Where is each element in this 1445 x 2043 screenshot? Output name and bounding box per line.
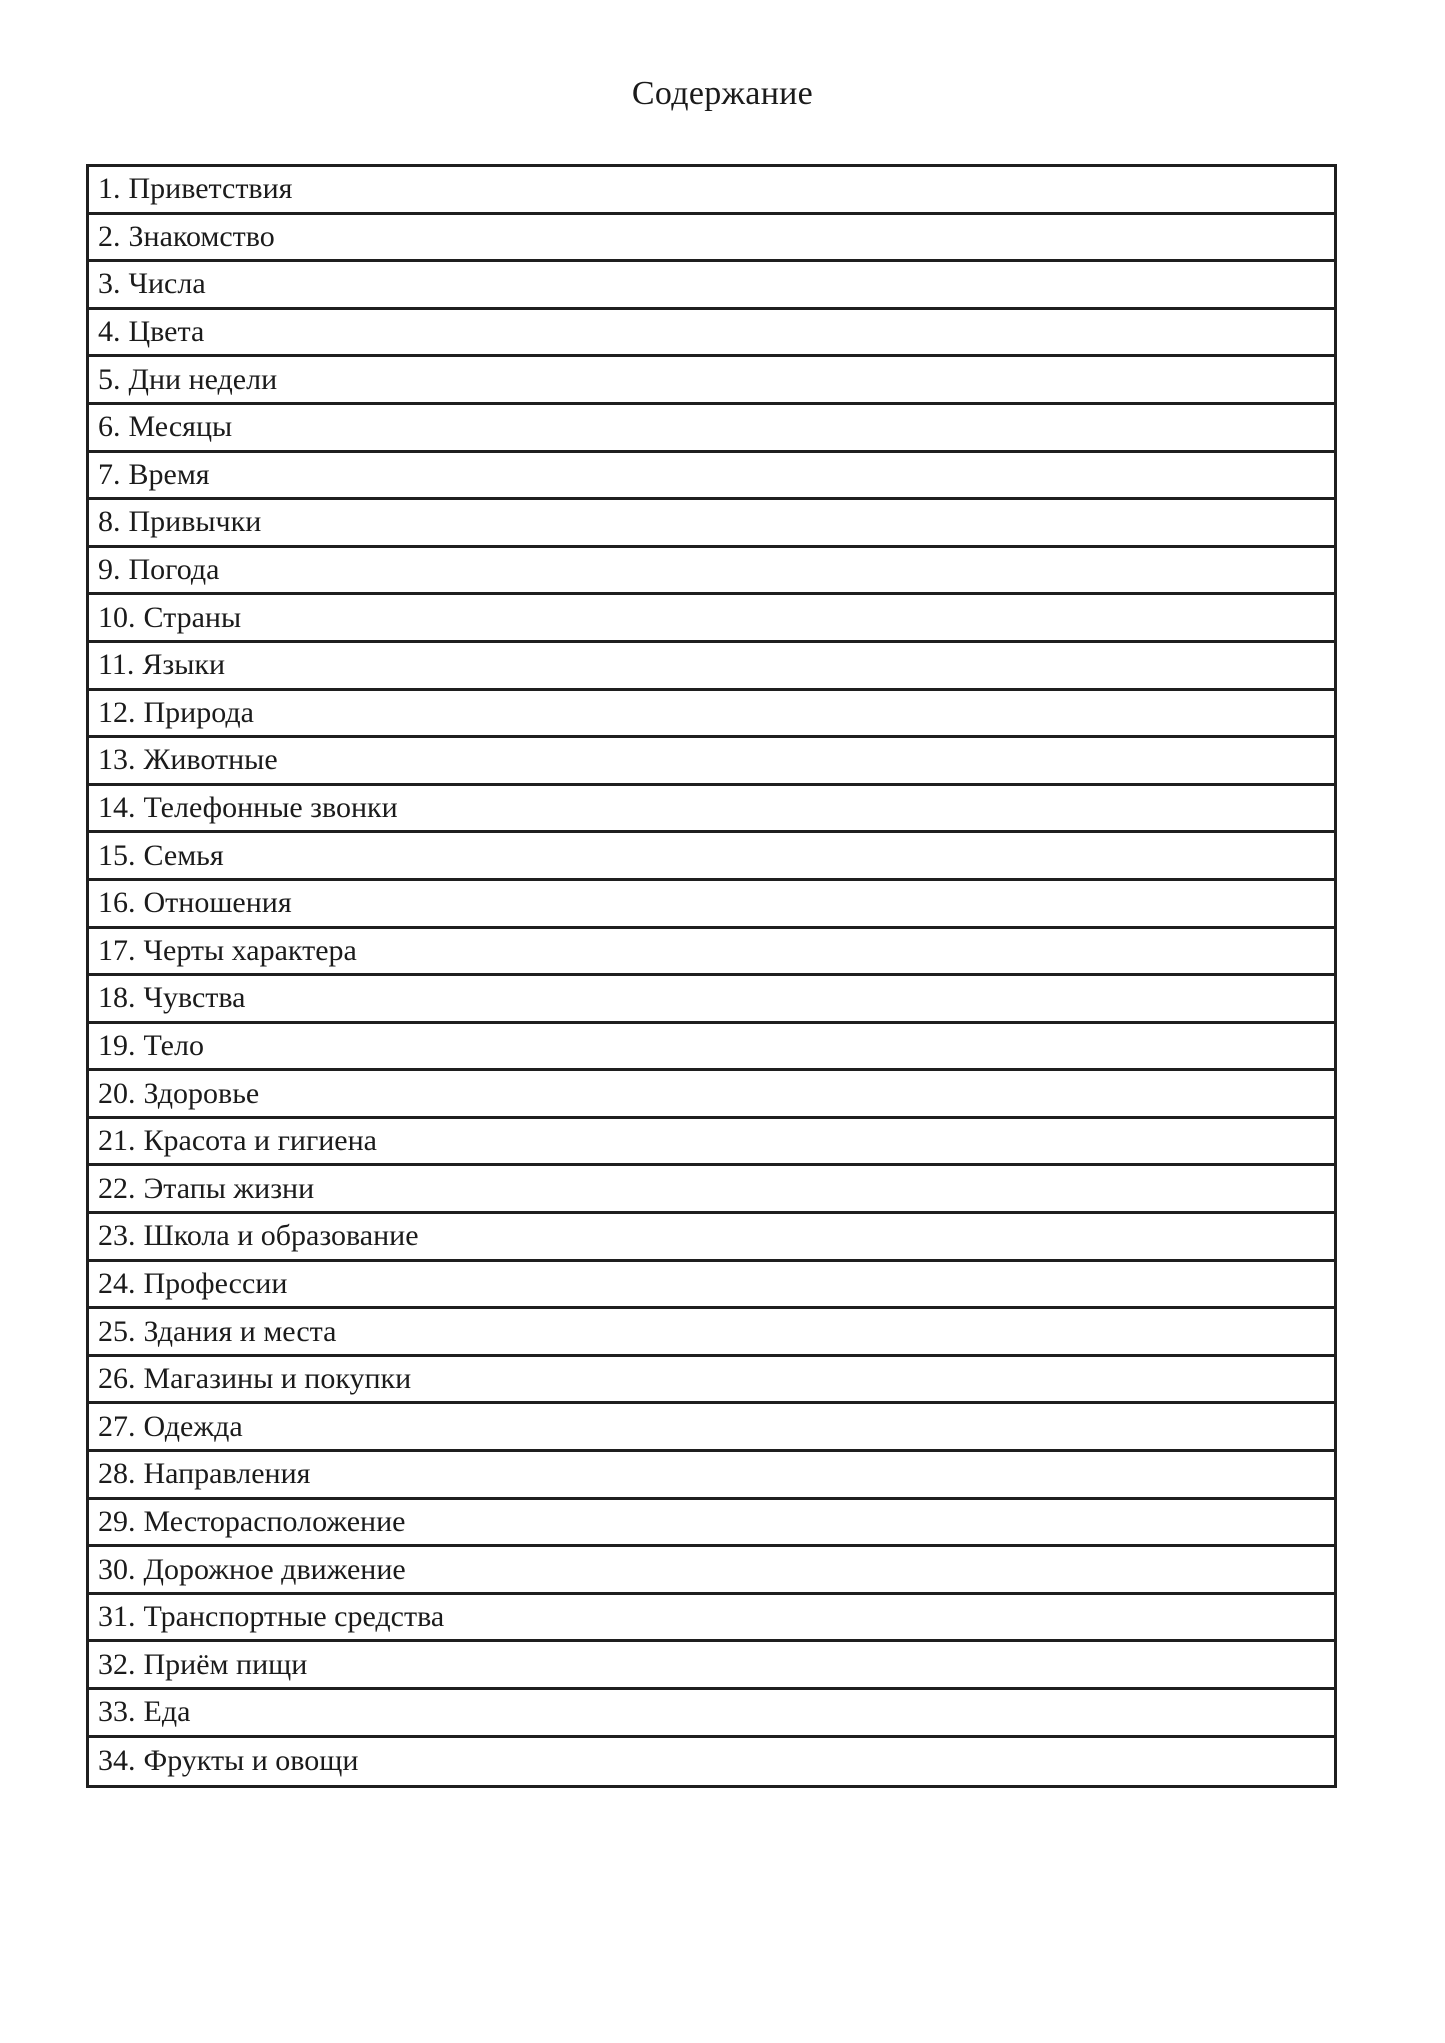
toc-row: [89, 405, 1334, 453]
toc-item-number: 9.: [98, 553, 121, 587]
toc-item-number: 22.: [98, 1171, 136, 1205]
toc-row: [89, 1309, 1334, 1357]
toc-item-number: 34.: [98, 1744, 136, 1778]
toc-item-number: 2.: [98, 219, 121, 253]
toc-item-label: Здания и места: [143, 1314, 337, 1348]
toc-item-label: Время: [128, 457, 210, 491]
toc-row: [89, 643, 1334, 691]
toc-item-number: 20.: [98, 1076, 136, 1110]
toc-row: [89, 786, 1334, 834]
toc-item-label: Профессии: [143, 1266, 288, 1300]
toc-item-number: 7.: [98, 457, 121, 491]
toc-item-number: 14.: [98, 791, 136, 825]
toc-item-number: 17.: [98, 933, 136, 967]
toc-row: [89, 310, 1334, 358]
toc-item-label: Цвета: [128, 315, 205, 349]
toc-row: [89, 167, 1334, 215]
toc-row: [89, 976, 1334, 1024]
toc-item-number: 6.: [98, 410, 121, 444]
toc-item-number: 1.: [98, 172, 121, 206]
toc-row: [89, 1166, 1334, 1214]
toc-row: [89, 1119, 1334, 1167]
toc-item-number: 11.: [98, 648, 135, 682]
toc-row: [89, 1452, 1334, 1500]
toc-item-number: 4.: [98, 315, 121, 349]
toc-item-label: Одежда: [143, 1409, 243, 1443]
toc-item-label: Тело: [143, 1028, 204, 1062]
toc-item-number: 8.: [98, 505, 121, 539]
toc-item-label: Месторасположение: [143, 1504, 406, 1538]
toc-row: [89, 833, 1334, 881]
toc-item-number: 27.: [98, 1409, 136, 1443]
toc-item-label: Дорожное движение: [143, 1552, 406, 1586]
toc-item-label: Отношения: [143, 886, 292, 920]
toc-row: [89, 691, 1334, 739]
toc-item-label: Животные: [143, 743, 278, 777]
toc-item-label: Чувства: [143, 981, 246, 1015]
toc-item-number: 26.: [98, 1362, 136, 1396]
toc-item-number: 12.: [98, 695, 136, 729]
toc-row: [89, 1404, 1334, 1452]
toc-item-label: Фрукты и овощи: [143, 1744, 359, 1778]
toc-item-number: 33.: [98, 1695, 136, 1729]
toc-item-label: Магазины и покупки: [143, 1362, 412, 1396]
toc-item-number: 5.: [98, 362, 121, 396]
toc-item-label: Привычки: [128, 505, 262, 539]
toc-item-label: Месяцы: [128, 410, 233, 444]
toc-item-number: 29.: [98, 1504, 136, 1538]
toc-item-label: Телефонные звонки: [143, 791, 398, 825]
toc-row: [89, 1071, 1334, 1119]
toc-row: [89, 1547, 1334, 1595]
toc-row: [89, 1024, 1334, 1072]
toc-row: [89, 548, 1334, 596]
toc-item-label: Направления: [143, 1457, 311, 1491]
toc-item-number: 23.: [98, 1219, 136, 1253]
toc-item-number: 19.: [98, 1028, 136, 1062]
toc-item-label: Красота и гигиена: [143, 1124, 377, 1158]
toc-row: [89, 215, 1334, 263]
toc-row: [89, 1595, 1334, 1643]
toc-item-label: Семья: [143, 838, 224, 872]
toc-item-label: Этапы жизни: [143, 1171, 315, 1205]
toc-item-label: Числа: [128, 267, 206, 301]
toc-item-label: Транспортные средства: [143, 1600, 445, 1634]
toc-row: [89, 1357, 1334, 1405]
toc-item-label: Знакомство: [128, 219, 275, 253]
toc-row: [89, 1738, 1334, 1786]
toc-row: [89, 1690, 1334, 1738]
toc-row: [89, 1262, 1334, 1310]
toc-row: [89, 1642, 1334, 1690]
toc-row: [89, 357, 1334, 405]
toc-item-number: 25.: [98, 1314, 136, 1348]
toc-row: [89, 595, 1334, 643]
toc-item-number: 16.: [98, 886, 136, 920]
page-title: Содержание: [631, 75, 814, 112]
toc-item-number: 30.: [98, 1552, 136, 1586]
toc-item-label: Здоровье: [143, 1076, 260, 1110]
toc-row: [89, 929, 1334, 977]
toc-item-label: Еда: [143, 1695, 191, 1729]
toc-item-label: Погода: [128, 553, 220, 587]
toc-item-number: 10.: [98, 600, 136, 634]
toc-item-number: 21.: [98, 1124, 136, 1158]
toc-row: [89, 881, 1334, 929]
toc-item-label: Языки: [142, 648, 226, 682]
toc-item-label: Дни недели: [128, 362, 278, 396]
toc-item-number: 28.: [98, 1457, 136, 1491]
toc-item-label: Приветствия: [128, 172, 293, 206]
toc-item-number: 18.: [98, 981, 136, 1015]
toc-item-label: Черты характера: [143, 933, 357, 967]
toc-row: [89, 1214, 1334, 1262]
toc-row: [89, 738, 1334, 786]
toc-row: [89, 500, 1334, 548]
toc-item-number: 31.: [98, 1600, 136, 1634]
toc-item-number: 24.: [98, 1266, 136, 1300]
contents-table: [86, 164, 1337, 1788]
toc-item-label: Школа и образование: [143, 1219, 419, 1253]
toc-item-number: 13.: [98, 743, 136, 777]
toc-item-label: Приём пищи: [143, 1647, 308, 1681]
toc-item-label: Страны: [143, 600, 242, 634]
toc-row: [89, 262, 1334, 310]
toc-item-number: 3.: [98, 267, 121, 301]
toc-item-number: 32.: [98, 1647, 136, 1681]
toc-item-label: Природа: [143, 695, 254, 729]
toc-item-number: 15.: [98, 838, 136, 872]
toc-row: [89, 1500, 1334, 1548]
toc-row: [89, 453, 1334, 501]
